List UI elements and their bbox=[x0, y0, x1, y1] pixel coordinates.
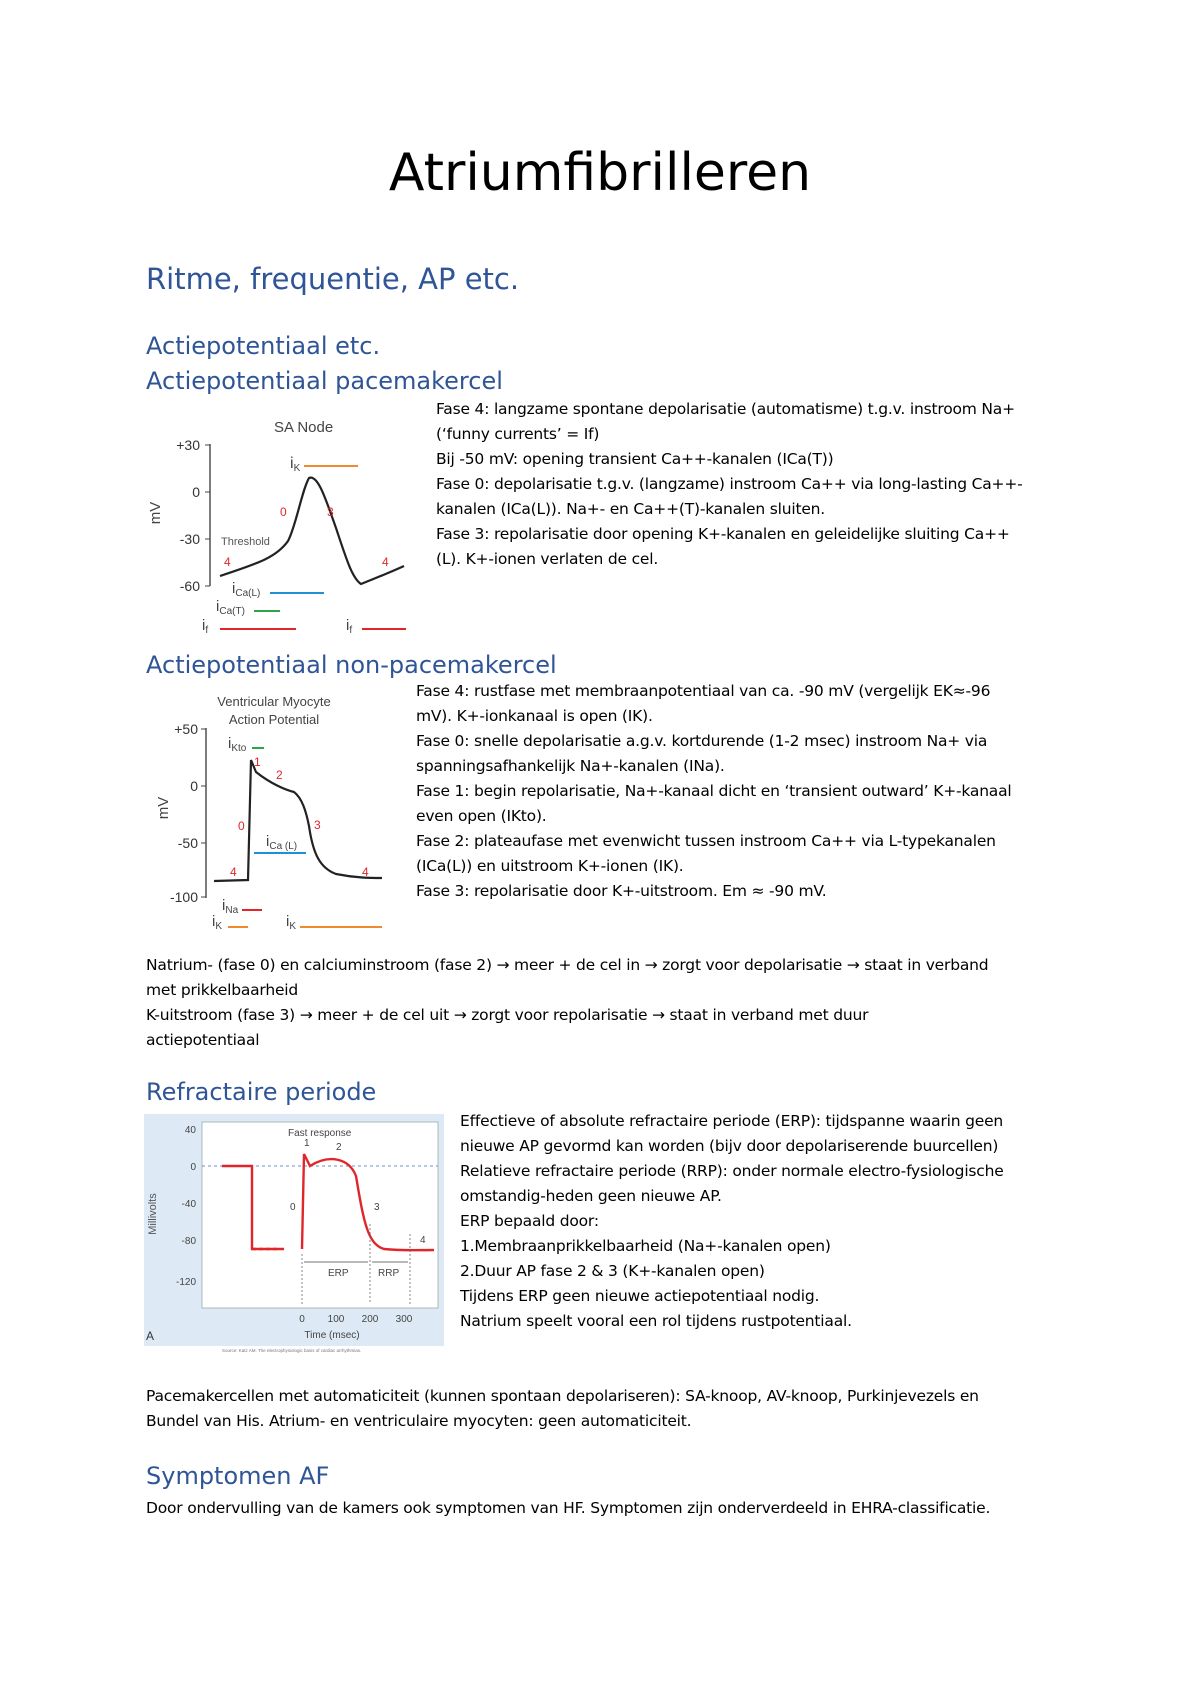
natrium-text bbox=[146, 953, 1186, 1053]
vm-ytick: 0 bbox=[190, 778, 198, 794]
sa-phase-label: 4 bbox=[382, 555, 389, 569]
text-line: spanningsafhankelijk Na+-kanalen (INa). bbox=[416, 757, 725, 775]
sa-current-ical: $i_{Ca(L)}$ bbox=[232, 580, 261, 599]
text-line: Bundel van His. Atrium- en ventriculaire myocyten: geen automaticiteit. bbox=[146, 1412, 692, 1430]
text-line: Fase 0: depolarisatie t.g.v. (langzame) instroom Ca++ via long-lasting Ca++- bbox=[436, 475, 1023, 493]
vm-title: Ventricular Myocyte bbox=[217, 694, 331, 709]
refractory-ylabel: Millivolts bbox=[147, 1193, 159, 1235]
vm-phase-label: 2 bbox=[276, 768, 283, 782]
heading-pacemakercel: Actiepotentiaal pacemakercel bbox=[146, 367, 503, 395]
refractory-ytick: -120 bbox=[175, 1277, 196, 1288]
vm-current-ina: $i_{Na}$ bbox=[222, 897, 239, 916]
sa-phase-label: 0 bbox=[280, 505, 287, 519]
text-line: Fase 4: langzame spontane depolarisatie (automatisme) t.g.v. instroom Na+ bbox=[436, 400, 1015, 418]
text-line: nieuwe AP gevormd kan worden (bijv door depolariserende buurcellen) bbox=[460, 1137, 999, 1155]
nonpacemaker-text bbox=[416, 679, 1176, 904]
text-line: mV). K+-ionkanaal is open (IK). bbox=[416, 707, 653, 725]
text-line: Natrium- (fase 0) en calciuminstroom (fase 2) → meer + de cel in → zorgt voor depolarisatie → staat in verband bbox=[146, 956, 989, 974]
sa-current-ik: iK bbox=[290, 455, 301, 474]
text-line: met prikkelbaarheid bbox=[146, 981, 299, 999]
text-line: K-uitstroom (fase 3) → meer + de cel uit → zorgt voor repolarisatie → staat in verband met duur bbox=[146, 1006, 869, 1024]
refractory-ytick: -80 bbox=[181, 1236, 196, 1247]
text-line: 1.Membraanprikkelbaarheid (Na+-kanalen open) bbox=[460, 1237, 831, 1255]
text-line: (‘funny currents’ = If) bbox=[436, 425, 600, 443]
sa-ytick: -30 bbox=[179, 531, 200, 547]
text-line: (ICa(L)) en uitstroom K+-ionen (IK). bbox=[416, 857, 684, 875]
automaticiteit-text bbox=[146, 1384, 1186, 1434]
text-line: (L). K+-ionen verlaten de cel. bbox=[436, 550, 659, 568]
sa-action-potential-trace bbox=[220, 478, 404, 584]
vm-ytick: -50 bbox=[177, 835, 198, 851]
sa-ytick: 0 bbox=[192, 484, 200, 500]
sa-ylabel: mV bbox=[147, 501, 164, 525]
text-line: ERP bepaald door: bbox=[460, 1212, 599, 1230]
pacemaker-text bbox=[436, 397, 1176, 572]
vm-ytick: +50 bbox=[174, 721, 198, 737]
sa-current-if-2: $i_f$ bbox=[346, 617, 353, 636]
refractory-plot-area bbox=[202, 1122, 438, 1308]
document-title: Atriumfibrilleren bbox=[388, 143, 812, 203]
heading-non-pacemakercel: Actiepotentiaal non-pacemakercel bbox=[146, 651, 557, 679]
sa-current-icat: $i_{Ca(T)}$ bbox=[216, 598, 245, 617]
refractory-phase-label: 2 bbox=[336, 1142, 342, 1153]
refractory-xtick: 0 bbox=[299, 1314, 305, 1325]
refractory-phase-label: 0 bbox=[290, 1202, 296, 1213]
vm-phase-label: 3 bbox=[314, 818, 321, 832]
sa-phase-label: 3 bbox=[327, 505, 334, 519]
refractory-phase-label: 4 bbox=[420, 1235, 426, 1246]
refractory-phase-label: 3 bbox=[374, 1202, 380, 1213]
vm-phase-label: 1 bbox=[254, 755, 261, 769]
refractory-xlabel: Time (msec) bbox=[304, 1330, 360, 1341]
rrp-label: RRP bbox=[378, 1268, 400, 1279]
refractory-ytick: 0 bbox=[190, 1162, 196, 1173]
vm-ytick: -100 bbox=[169, 889, 198, 905]
heading-refractaire-periode: Refractaire periode bbox=[146, 1078, 377, 1106]
text-line: Fase 0: snelle depolarisatie a.g.v. kortdurende (1-2 msec) instroom Na+ via bbox=[416, 732, 988, 750]
text-line: omstandig-heden geen nieuwe AP. bbox=[460, 1187, 722, 1205]
text-line: Pacemakercellen met automaticiteit (kunnen spontaan depolariseren): SA-knoop, AV-knoop, Purkinjevezels en bbox=[146, 1387, 979, 1405]
erp-label: ERP bbox=[328, 1268, 349, 1279]
vm-phase-label: 0 bbox=[238, 819, 245, 833]
text-line: actiepotentiaal bbox=[146, 1031, 260, 1049]
ventricular-myocyte-figure bbox=[146, 686, 406, 936]
vm-phase-label: 4 bbox=[230, 865, 237, 879]
refractory-xtick: 100 bbox=[327, 1314, 345, 1325]
text-line: 2.Duur AP fase 2 & 3 (K+-kanalen open) bbox=[460, 1262, 765, 1280]
sa-threshold-label: Threshold bbox=[221, 536, 270, 548]
refractory-credit: Source: Katz AM. The electrophysiologic basis of cardiac arrhythmias. bbox=[222, 1348, 362, 1353]
refractory-panel-label: A bbox=[146, 1329, 155, 1343]
text-line: Effectieve of absolute refractaire periode (ERP): tijdspanne waarin geen bbox=[460, 1112, 1004, 1130]
sa-current-if: $i_f$ bbox=[202, 617, 209, 636]
vm-current-ik-2: $i_K$ bbox=[286, 913, 297, 932]
vm-phase-label: 4 bbox=[362, 865, 369, 879]
sa-ytick: +30 bbox=[176, 437, 200, 453]
symptomen-text bbox=[146, 1496, 1186, 1521]
refractory-ytick: -40 bbox=[181, 1199, 196, 1210]
heading-actiepotentiaal: Actiepotentiaal etc. bbox=[146, 332, 381, 360]
sa-ytick: -60 bbox=[179, 578, 200, 594]
vm-current-ical: $i_{Ca (L)}$ bbox=[266, 833, 298, 852]
refractory-title: Fast response bbox=[288, 1128, 352, 1139]
refractory-xtick: 300 bbox=[395, 1314, 413, 1325]
refractory-ytick: 40 bbox=[184, 1125, 196, 1136]
text-line: Door ondervulling van de kamers ook symptomen van HF. Symptomen zijn onderverdeeld in EHRA-classificatie. bbox=[146, 1499, 991, 1517]
refractory-xtick: 200 bbox=[361, 1314, 379, 1325]
text-line: Fase 3: repolarisatie door K+-uitstroom. Em ≈ -90 mV. bbox=[416, 882, 827, 900]
vm-current-ik: $i_K$ bbox=[212, 913, 223, 932]
text-line: Fase 2: plateaufase met evenwicht tussen instroom Ca++ via L-typekanalen bbox=[416, 832, 996, 850]
sa-node-figure bbox=[146, 408, 416, 636]
vm-current-ikto: $i_{Kto}$ bbox=[228, 735, 247, 754]
text-line: Fase 1: begin repolarisatie, Na+-kanaal dicht en ‘transient outward’ K+-kanaal bbox=[416, 782, 1012, 800]
text-line: Tijdens ERP geen nieuwe actiepotentiaal nodig. bbox=[460, 1287, 820, 1305]
text-line: even open (IKto). bbox=[416, 807, 547, 825]
vm-ylabel: mV bbox=[155, 796, 172, 820]
heading-symptomen-af: Symptomen AF bbox=[146, 1462, 330, 1490]
text-line: Fase 3: repolarisatie door opening K+-kanalen en geleidelijke sluiting Ca++ bbox=[436, 525, 1010, 543]
text-line: Bij -50 mV: opening transient Ca++-kanalen (ICa(T)) bbox=[436, 450, 834, 468]
vm-title-line2: Action Potential bbox=[228, 712, 320, 727]
refractory-period-figure bbox=[144, 1114, 444, 1356]
text-line: Relatieve refractaire periode (RRP): onder normale electro-fysiologische bbox=[460, 1162, 1004, 1180]
text-line: Fase 4: rustfase met membraanpotentiaal van ca. -90 mV (vergelijk EK≈-96 bbox=[416, 682, 991, 700]
heading-ritme: Ritme, frequentie, AP etc. bbox=[146, 262, 520, 296]
sa-node-title: SA Node bbox=[274, 419, 334, 436]
refractair-text bbox=[460, 1109, 1180, 1334]
sa-phase-label: 4 bbox=[224, 555, 231, 569]
text-line: kanalen (ICa(L)). Na+- en Ca++(T)-kanalen sluiten. bbox=[436, 500, 826, 518]
refractory-phase-label: 1 bbox=[304, 1138, 310, 1149]
text-line: Natrium speelt vooral een rol tijdens rustpotentiaal. bbox=[460, 1312, 852, 1330]
